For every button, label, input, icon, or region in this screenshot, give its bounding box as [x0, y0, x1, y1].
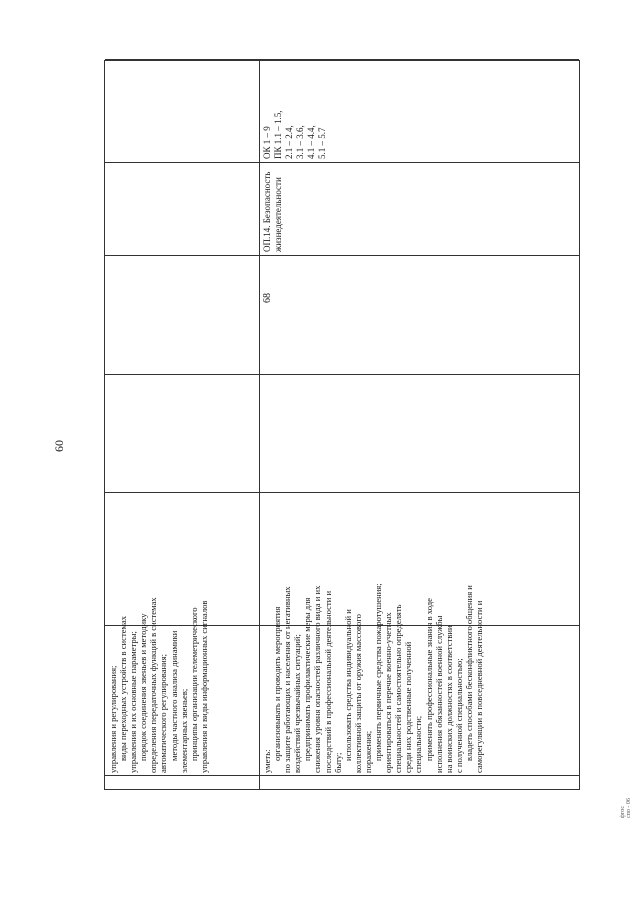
competence-item: 2.1 – 2.4,	[284, 125, 294, 159]
text-line: управления и виды информационных сигналов	[198, 600, 209, 773]
competence-list	[262, 110, 328, 159]
column-total-hours	[105, 374, 579, 492]
text-line: автоматического регулирования;	[158, 653, 169, 773]
text-line: применять первичные средства пожаротушения;	[373, 583, 384, 761]
text-line: принципы организации телеметрического	[188, 607, 199, 761]
text-line: на воинских должностях в соответствии	[443, 625, 454, 773]
hours-value: 68	[262, 293, 273, 303]
curriculum-table	[104, 60, 580, 790]
text-line: определения передаточных функций в системах	[148, 597, 159, 773]
text-line: по защите работающих и населения от негативных	[282, 586, 293, 773]
column-index	[105, 775, 579, 789]
row-b-text	[262, 583, 484, 773]
page-number: 60	[52, 440, 66, 452]
text-line: элементарных звеньев;	[178, 688, 189, 773]
discipline-line: ОП.14. Безопасность	[262, 171, 272, 252]
text-line: с полученной специальностью;	[453, 658, 464, 773]
column-discipline	[105, 162, 579, 255]
text-line: применять профессиональные знания в ходе	[423, 598, 434, 761]
text-line: порядок соединения звеньев и методику	[138, 613, 149, 761]
competence-item: 5.1 – 5.7	[317, 127, 327, 159]
text-line: методы частного анализа динамики	[168, 630, 179, 761]
text-line: управления и их основные параметры;	[128, 631, 139, 773]
text-line: саморегуляции в повседневной деятельности и	[473, 600, 484, 773]
column-hours	[105, 255, 579, 374]
competence-item: 4.1 – 4.4,	[306, 125, 316, 159]
text-line: управления и регулирования;	[108, 665, 118, 773]
text-line: предпринимать профилактические меры для	[302, 597, 313, 761]
text-line: воздействий чрезвычайных ситуаций;	[292, 634, 303, 773]
discipline-line: жизнедеятельности	[273, 177, 283, 252]
text-line: уметь:	[262, 749, 272, 773]
row-divider	[259, 61, 260, 789]
competence-item: 3.1 – 3.6,	[295, 125, 305, 159]
text-line: виды переходных устройств в системах	[118, 615, 129, 761]
text-line: владеть способами бесконфликтного общения и	[463, 585, 474, 761]
row-a-text	[108, 597, 209, 773]
text-line: быту;	[332, 752, 343, 773]
text-line: специальностей и самостоятельно определять	[393, 604, 404, 773]
text-line: исполнения обязанностей военной службы	[433, 615, 444, 773]
text-line: среди них родственные полученной	[403, 641, 414, 773]
competence-item: ПК 1.1 – 1.5,	[273, 110, 283, 159]
text-line: ориентироваться в перечне военно-учетных	[383, 612, 394, 773]
text-line: организовывать и проводить мероприятия	[272, 606, 283, 761]
discipline-name	[262, 172, 284, 252]
column-competences	[105, 59, 579, 162]
text-line: снижения уровня опасностей различного вида и их	[312, 585, 323, 773]
footer-mark: фгос спо - 06	[620, 798, 632, 818]
text-line: использовать средства индивидуальной и	[342, 609, 353, 761]
text-line: поражения;	[362, 730, 373, 773]
text-line: коллективной защиты от оружия массового	[352, 614, 363, 773]
text-line: специальности;	[413, 715, 424, 773]
text-line: последствий в профессиональной деятельности и	[322, 590, 333, 773]
competence-item: ОК 1 – 9	[262, 126, 272, 159]
table-frame	[104, 60, 580, 790]
